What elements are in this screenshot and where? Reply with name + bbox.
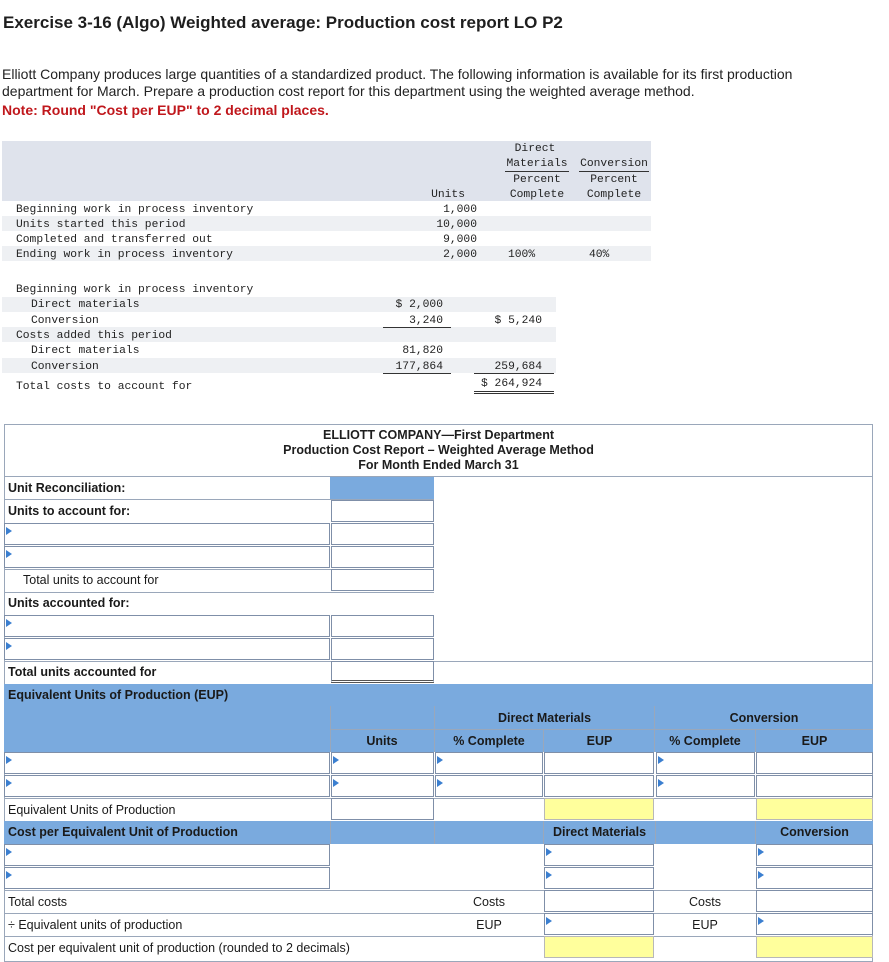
eup-select-1[interactable] [4, 752, 330, 774]
conv-cost-per-unit-input[interactable] [756, 936, 873, 958]
dm-cost-per-unit-input[interactable] [544, 936, 654, 958]
units-accounted-select-2[interactable] [4, 638, 330, 660]
eup-conv-pct-header: % Complete [669, 734, 741, 748]
header-conversion: Conversion [580, 158, 648, 170]
cost-added-underline [383, 373, 451, 374]
cost-per-eup-conv-input-1[interactable] [756, 844, 873, 866]
cost-conv-label: Conversion [31, 315, 99, 327]
eup-select-2[interactable] [4, 775, 330, 797]
dm-eup-label: EUP [476, 918, 502, 932]
rounding-note: Note: Round "Cost per EUP" to 2 decimal places. [2, 102, 329, 118]
cost-per-eup-heading: Cost per Equivalent Unit of Production [8, 825, 238, 839]
header-underline-dm [505, 171, 569, 172]
unit-recon-header-cell [330, 477, 434, 499]
units-row-label-1: Units started this period [16, 219, 186, 231]
units-accounted-select-1[interactable] [4, 615, 330, 637]
cost-conv2-label: Conversion [31, 361, 99, 373]
units-to-account-select-1[interactable] [4, 523, 330, 545]
cost-per-eup-dm-header: Direct Materials [552, 825, 647, 839]
eup-conv-pct-input-2[interactable] [656, 775, 755, 797]
eup-total-units-input[interactable] [331, 798, 434, 820]
units-accounted-for-label: Units accounted for: [8, 596, 130, 610]
units-to-account-input-1[interactable] [331, 523, 434, 545]
cost-per-eup-select-2[interactable] [4, 867, 330, 889]
cost-per-eup-dm-input-1[interactable] [544, 844, 654, 866]
total-units-to-account-label: Total units to account for [23, 573, 159, 587]
units-accounted-input-2[interactable] [331, 638, 434, 660]
dm-costs-label: Costs [473, 895, 505, 909]
eup-conv-eup-input-1[interactable] [756, 752, 873, 774]
cost-beg-underline [383, 327, 451, 328]
ending-wip-conv-percent: 40% [589, 249, 610, 261]
cost-added-label: Costs added this period [16, 330, 172, 342]
report-heading-period: For Month Ended March 31 [358, 458, 519, 472]
cost-per-eup-conv-header: Conversion [780, 825, 849, 839]
cost-beg-wip-label: Beginning work in process inventory [16, 284, 254, 296]
eup-direct-materials-header: Direct Materials [497, 711, 592, 725]
eup-units-input-2[interactable] [331, 775, 434, 797]
conv-eup-label: EUP [692, 918, 718, 932]
units-row-value-2: 9,000 [443, 234, 477, 246]
eup-total-dm-input[interactable] [544, 798, 654, 820]
units-to-account-select-2[interactable] [4, 546, 330, 568]
eup-dm-eup-input-1[interactable] [544, 752, 654, 774]
eup-dm-eup-input-2[interactable] [544, 775, 654, 797]
cost-dm2-label: Direct materials [31, 345, 140, 357]
cost-per-eup-dm-input-2[interactable] [544, 867, 654, 889]
cost-per-eup-select-1[interactable] [4, 844, 330, 866]
eup-dm-pct-header: % Complete [453, 734, 525, 748]
cost-conv2-value: 177,864 [395, 361, 443, 373]
eup-dm-pct-input-2[interactable] [435, 775, 543, 797]
total-costs-label: Total costs [8, 895, 68, 909]
units-to-account-input-2[interactable] [331, 546, 434, 568]
header-direct: Direct [514, 143, 556, 155]
cost-total-underline [474, 373, 554, 374]
eup-total-label: Equivalent Units of Production [8, 803, 176, 817]
production-cost-report [4, 424, 873, 962]
header-percent-conv: Percent [590, 174, 638, 186]
units-row-label-0: Beginning work in process inventory [16, 204, 254, 216]
eup-dm-pct-input-1[interactable] [435, 752, 543, 774]
eup-conv-pct-input-1[interactable] [656, 752, 755, 774]
header-materials: Materials [506, 158, 568, 170]
cost-per-eup-conv-input-2[interactable] [756, 867, 873, 889]
unit-reconciliation-label: Unit Reconciliation: [8, 481, 126, 495]
units-row-value-0: 1,000 [443, 204, 477, 216]
cost-added-total: 259,684 [494, 361, 542, 373]
problem-description [2, 66, 889, 100]
header-underline-conv [579, 171, 649, 172]
cost-per-unit-label: Cost per equivalent unit of production (rounded to 2 decimals) [8, 941, 350, 955]
cost-dm2-value: 81,820 [402, 345, 443, 357]
conv-costs-label: Costs [689, 895, 721, 909]
cost-beg-total: $ 5,240 [494, 315, 542, 327]
eup-conv-eup-input-2[interactable] [756, 775, 873, 797]
units-row-label-3: Ending work in process inventory [16, 249, 233, 261]
cost-dm-value: $ 2,000 [395, 299, 443, 311]
cost-conv-value: 3,240 [409, 315, 443, 327]
ending-wip-dm-percent: 100% [508, 249, 536, 261]
cost-total-label: Total costs to account for [16, 381, 193, 393]
conv-total-costs-input[interactable] [756, 890, 873, 912]
eup-dm-eup-header: EUP [586, 734, 613, 748]
dm-total-costs-input[interactable] [544, 890, 654, 912]
eup-units-header: Units [366, 734, 398, 748]
report-heading-company: ELLIOTT COMPANY—First Department [322, 428, 555, 442]
cost-dm-label: Direct materials [31, 299, 140, 311]
header-units: Units [431, 189, 465, 201]
total-units-to-account-input[interactable] [331, 569, 434, 591]
divide-eup-label: ÷ Equivalent units of production [8, 918, 183, 932]
eup-heading: Equivalent Units of Production (EUP) [8, 688, 229, 702]
units-row-value-3: 2,000 [443, 249, 477, 261]
conv-divide-eup-input[interactable] [756, 913, 873, 935]
eup-conversion-header: Conversion [729, 711, 799, 725]
units-to-account-for-spacer [331, 500, 434, 522]
cost-grand-double-underline [474, 391, 554, 394]
cost-grand-total: $ 264,924 [480, 378, 542, 390]
eup-units-input-1[interactable] [331, 752, 434, 774]
header-complete-dm: Complete [509, 189, 565, 201]
total-units-accounted-label: Total units accounted for [8, 665, 157, 679]
report-heading-title: Production Cost Report – Weighted Average Method [283, 443, 594, 457]
header-percent-dm: Percent [513, 174, 561, 186]
dm-divide-eup-input[interactable] [544, 913, 654, 935]
header-complete-conv: Complete [586, 189, 642, 201]
units-to-account-for-label: Units to account for: [8, 504, 131, 518]
units-accounted-input-1[interactable] [331, 615, 434, 637]
units-row-label-2: Completed and transferred out [16, 234, 213, 246]
eup-total-conv-input[interactable] [756, 798, 873, 820]
intro-line-1: Elliott Company produces large quantities of a standardized product. The following information is available for its first production [2, 66, 793, 82]
eup-conv-eup-header: EUP [801, 734, 828, 748]
exercise-title: Exercise 3-16 (Algo) Weighted average: Production cost report LO P2 [3, 13, 563, 32]
intro-line-2: department for March. Prepare a production cost report for this department using the weighted average method. [2, 83, 695, 99]
units-row-value-1: 10,000 [436, 219, 477, 231]
total-units-accounted-input[interactable] [331, 661, 434, 683]
